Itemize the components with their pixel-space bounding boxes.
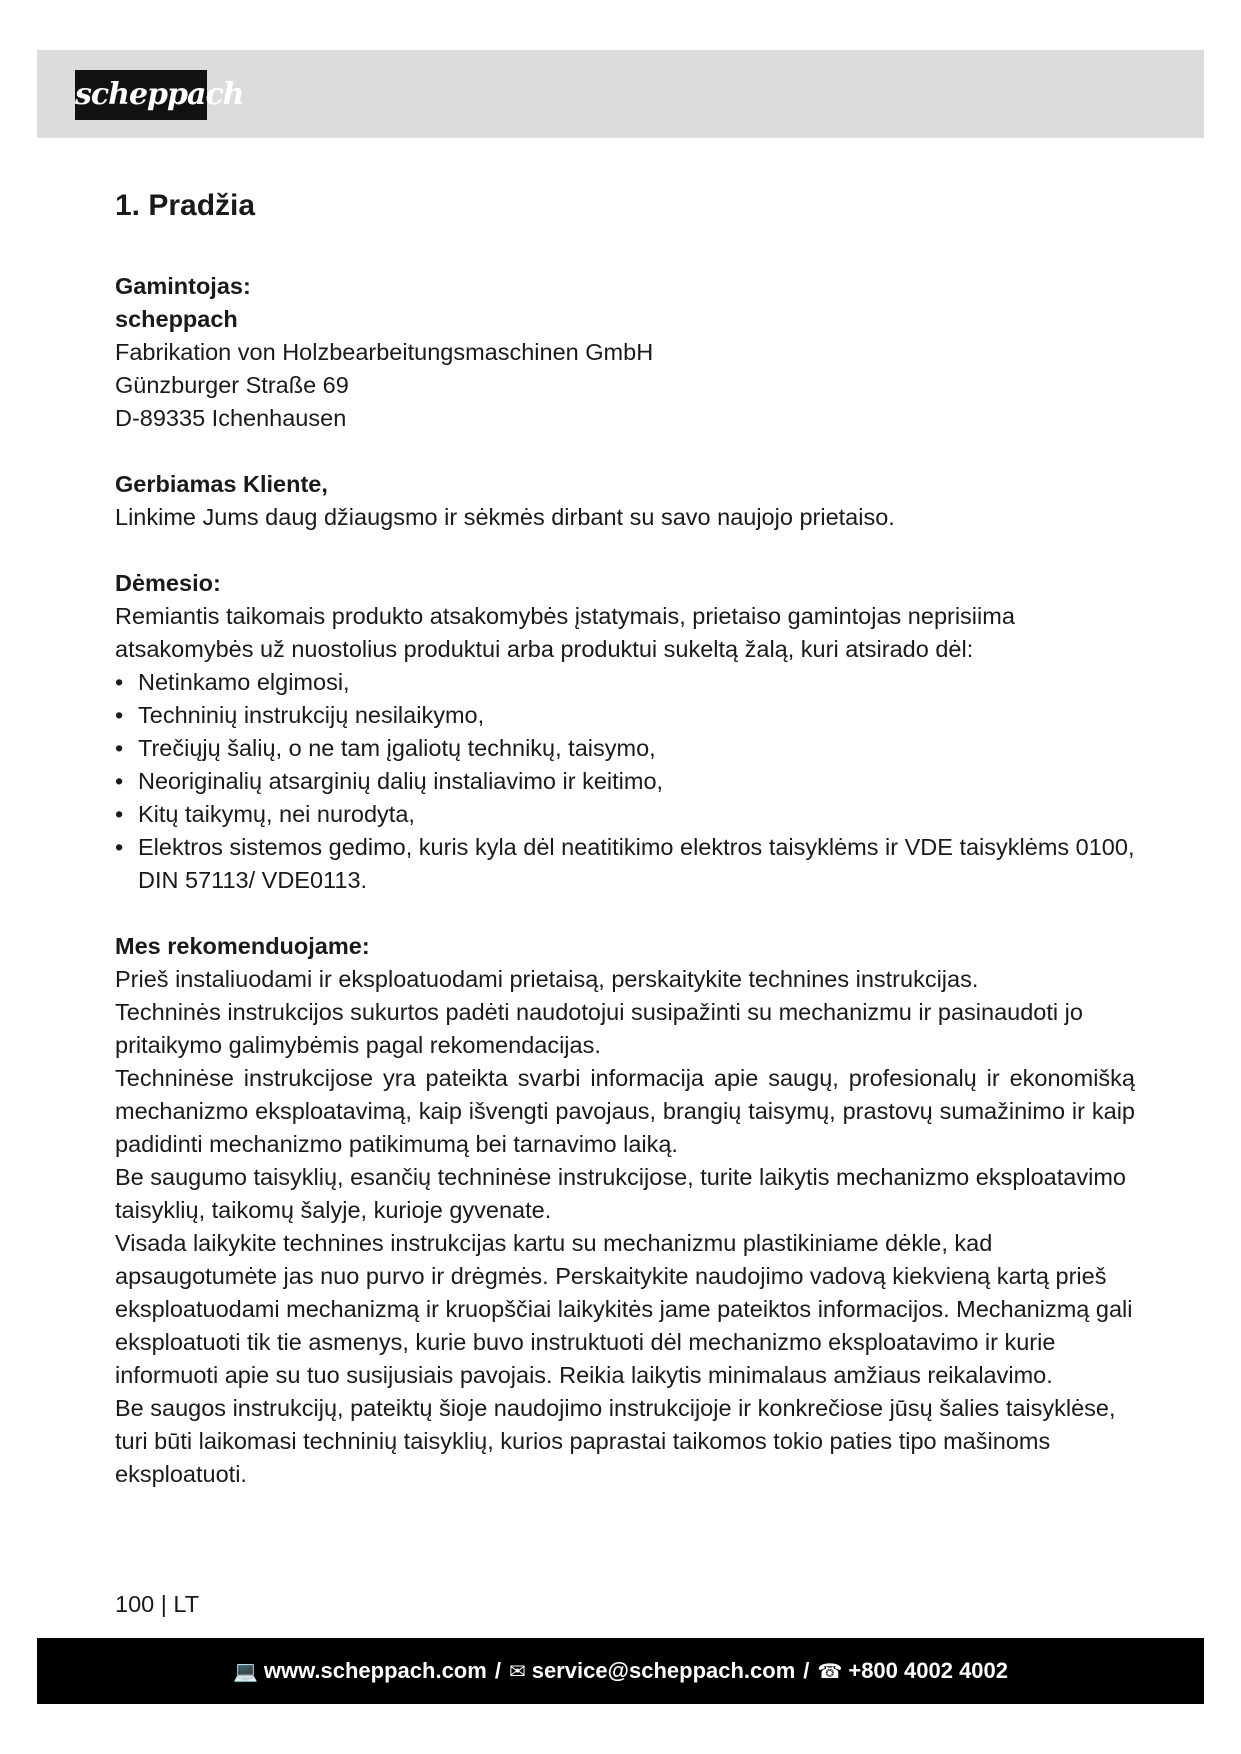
footer-separator: / — [803, 1658, 810, 1683]
manufacturer-label: Gamintojas: — [115, 273, 251, 299]
recommend-block — [115, 930, 1135, 1491]
manufacturer-line: D-89335 Ichenhausen — [115, 405, 347, 431]
footer-band — [37, 1638, 1204, 1704]
list-item: • Netinkamo elgimosi, — [115, 666, 1135, 699]
phone-icon: ☎ — [817, 1660, 843, 1683]
recommend-paragraph: Be saugos instrukcijų, pateiktų šioje naudojimo instrukcijoje ir konkrečiose jūsų šalies taisyklėse, turi būti laikomasi techninių taisyklių, kurios paprastai taikomos tokio paties tipo mašinoms eksploatuoti. — [115, 1395, 1116, 1487]
recommend-paragraph: Techninės instrukcijos sukurtos padėti naudotojui susipažinti su mechanizmu ir pasinaudoti jo pritaikymo galimybėmis pagal rekomendacijas. — [115, 999, 1083, 1058]
greeting-block — [115, 468, 1135, 534]
greeting-text: Linkime Jums daug džiaugsmo ir sėkmės dirbant su savo naujojo prietaiso. — [115, 504, 895, 530]
manufacturer-name: scheppach — [115, 306, 238, 332]
header-band — [37, 50, 1204, 138]
attention-block — [115, 567, 1135, 897]
liability-list — [115, 666, 1135, 897]
section-title: 1. Pradžia — [115, 189, 256, 222]
footer-phone: +800 4002 4002 — [848, 1658, 1009, 1683]
recommend-paragraph: Prieš instaliuodami ir eksploatuodami prietaisą, perskaitykite technines instrukcijas. — [115, 966, 979, 992]
footer-separator: / — [494, 1658, 501, 1683]
attention-heading: Dėmesio: — [115, 570, 221, 596]
page-content — [115, 178, 1135, 1524]
recommend-paragraph: Techninėse instrukcijose yra pateikta svarbi informacija apie saugų, profesionalų ir ekonomišką mechanizmo eksploatavimą, kaip išvengti pavojaus, brangių taisymų, prastovų sumažinimo ir kaip padidinti mechanizmo patikimumą bei tarnavimo laiką. — [115, 1065, 1135, 1157]
recommend-heading: Mes rekomenduojame: — [115, 933, 370, 959]
recommend-paragraph: Be saugumo taisyklių, esančių techninėse instrukcijose, turite laikytis mechanizmo eksploatavimo taisyklių, taikomų šalyje, kurioje gyvenate. — [115, 1164, 1126, 1223]
manufacturer-line: Günzburger Straße 69 — [115, 372, 349, 398]
computer-icon: 💻 — [232, 1660, 258, 1683]
manufacturer-line: Fabrikation von Holzbearbeitungsmaschinen GmbH — [115, 339, 654, 365]
footer-email-link[interactable]: service@scheppach.com — [531, 1658, 796, 1683]
list-item: • Trečiųjų šalių, o ne tam įgaliotų technikų, taisymo, — [115, 732, 1135, 765]
manufacturer-block — [115, 270, 1135, 435]
mail-icon: ✉ — [508, 1660, 526, 1683]
list-item: • Neoriginalių atsarginių dalių instaliavimo ir keitimo, — [115, 765, 1135, 798]
list-item: • Techninių instrukcijų nesilaikymo, — [115, 699, 1135, 732]
attention-intro: Remiantis taikomais produkto atsakomybės įstatymais, prietaiso gamintojas neprisiima atsakomybės už nuostolius produktui arba produktui sukeltą žalą, kuri atsirado dėl: — [115, 603, 1015, 662]
page-number: 100 | LT — [115, 1591, 200, 1617]
footer-web-link[interactable]: www.scheppach.com — [263, 1658, 487, 1683]
recommend-paragraph: Visada laikykite technines instrukcijas kartu su mechanizmu plastikiniame dėkle, kad apsaugotumėte jas nuo purvo ir drėgmės. Perskaitykite naudojimo vadovą kiekvieną kartą prieš eksploatuodami mechanizmą ir kruopščiai laikykitės jame pateiktos informacijos. Mechanizmą gali eksploatuoti tik tie asmenys, kurie buvo instruktuoti dėl mechanizmo eksploatavimo ir kurie informuoti apie su tuo susijusiais pavojais. Reikia laikytis minimalaus amžiaus reikalavimo. — [115, 1230, 1133, 1388]
scheppach-logo: scheppach — [75, 70, 207, 120]
greeting-heading: Gerbiamas Kliente, — [115, 471, 328, 497]
list-item: • Elektros sistemos gedimo, kuris kyla dėl neatitikimo elektros taisyklėms ir VDE taisyklėms 0100, DIN 57113/ VDE0113. — [115, 831, 1135, 897]
list-item: • Kitų taikymų, nei nurodyta, — [115, 798, 1135, 831]
